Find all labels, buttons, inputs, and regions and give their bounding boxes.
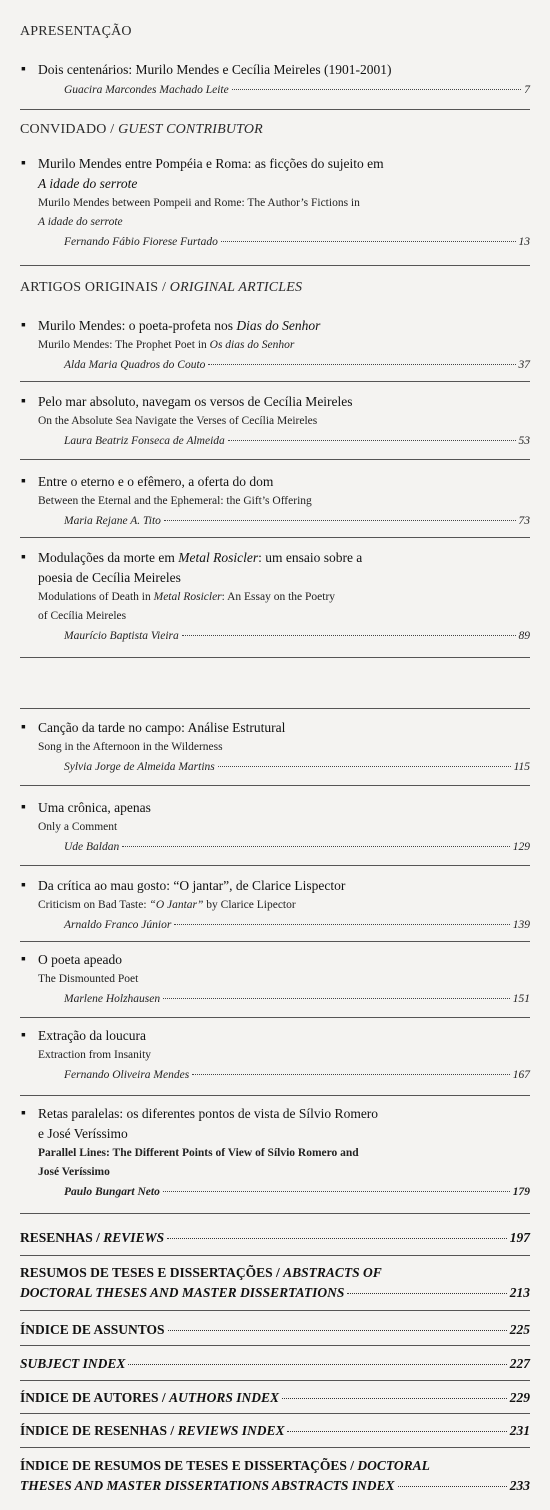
index-autores[interactable]: ÍNDICE DE AUTORES / AUTHORS INDEX 229 <box>20 1388 530 1408</box>
bullet-icon: ▪ <box>21 394 26 409</box>
toc-entry-8[interactable]: ▪ Uma crônica, apenas Only a Comment Ude Baldan 129 <box>20 798 530 857</box>
toc-entry-4[interactable]: ▪ Pelo mar absoluto, navegam os versos de Cecília Meireles On the Absolute Sea Navigate the Verses of Cecília Meireles Laura Beatriz Fonseca de Almeida 53 <box>20 392 530 451</box>
toc-entry-10[interactable]: ▪ O poeta apeado The Dismounted Poet Marlene Holzhausen 151 <box>20 950 530 1009</box>
dot-leader <box>232 89 522 90</box>
entry-author: Maurício Baptista Vieira <box>64 630 179 642</box>
divider <box>20 109 530 110</box>
bullet-icon: ▪ <box>21 156 26 171</box>
entry-page: 115 <box>513 761 530 773</box>
divider <box>20 708 530 709</box>
divider <box>20 941 530 942</box>
dot-leader <box>164 520 516 521</box>
divider <box>20 1413 530 1414</box>
index-page: 233 <box>509 1478 530 1493</box>
divider <box>20 1095 530 1096</box>
divider <box>20 785 530 786</box>
toc-entry-9[interactable]: ▪ Da crítica ao mau gosto: “O jantar”, de Clarice Lispector Criticism on Bad Taste: “O Jantar” by Clarice Lipector Arnaldo Franco Júnior 139 <box>20 876 530 935</box>
dot-leader <box>282 1398 507 1399</box>
index-page: 197 <box>509 1230 530 1245</box>
bullet-icon: ▪ <box>21 878 26 893</box>
index-resumos-idx[interactable]: ÍNDICE DE RESUMOS DE TESES E DISSERTAÇÕES / DOCTORAL THESES AND MASTER DISSERTATIONS ABSTRACTS INDEX 233 <box>20 1456 530 1496</box>
section-apresentacao: APRESENTAÇÃO <box>20 24 132 39</box>
entry-author: Ude Baldan <box>64 841 120 853</box>
entry-page: 167 <box>512 1069 530 1081</box>
bullet-icon: ▪ <box>21 62 26 77</box>
divider <box>20 537 530 538</box>
toc-entry-5[interactable]: ▪ Entre o eterno e o efêmero, a oferta do dom Between the Eternal and the Ephemeral: the Gift’s Offering Maria Rejane A. Tito 73 <box>20 472 530 531</box>
entry-title-italic: A idade do serrote <box>38 176 138 191</box>
toc-entry-2[interactable]: ▪ Murilo Mendes entre Pompéia e Roma: as ficções do sujeito em A idade do serrote Murilo Mendes between Pompeii and Rome: The Author’s Fictions in A idade do serrote Fernando Fábio Fiorese Furtado 13 <box>20 154 530 252</box>
divider <box>20 265 530 266</box>
index-resenhas-idx[interactable]: ÍNDICE DE RESENHAS / REVIEWS INDEX 231 <box>20 1421 530 1441</box>
dot-leader <box>221 241 516 242</box>
dot-leader <box>287 1431 506 1432</box>
dot-leader <box>174 924 509 925</box>
entry-page: 139 <box>512 919 530 931</box>
bullet-icon: ▪ <box>21 1028 26 1043</box>
index-page: 231 <box>509 1423 530 1438</box>
toc-entry-11[interactable]: ▪ Extração da loucura Extraction from Insanity Fernando Oliveira Mendes 167 <box>20 1026 530 1085</box>
toc-entry-12[interactable]: ▪ Retas paralelas: os diferentes pontos de vista de Sílvio Romero e José Veríssimo Parallel Lines: The Different Points of View of Sílvio Romero and José Veríssimo Paulo Bungart Neto 179 <box>20 1104 530 1202</box>
toc-entry-3[interactable]: ▪ Murilo Mendes: o poeta-profeta nos Dias do Senhor Murilo Mendes: The Prophet Poet in Os dias do Senhor Alda Maria Quadros do Couto 37 <box>20 316 530 375</box>
entry-title: Murilo Mendes entre Pompéia e Roma: as ficções do sujeito em <box>38 156 384 171</box>
dot-leader <box>208 364 515 365</box>
entry-page: 53 <box>518 435 530 447</box>
divider <box>20 1255 530 1256</box>
divider <box>20 1447 530 1448</box>
divider <box>20 657 530 658</box>
bullet-icon: ▪ <box>21 550 26 565</box>
index-page: 213 <box>509 1285 530 1300</box>
entry-author: Fernando Oliveira Mendes <box>64 1069 190 1081</box>
divider <box>20 1017 530 1018</box>
divider <box>20 865 530 866</box>
dot-leader <box>218 766 511 767</box>
toc-entry-6[interactable]: ▪ Modulações da morte em Metal Rosicler: um ensaio sobre a poesia de Cecília Meireles Modulations of Death in Metal Rosicler: An Essay on the Poetry of Cecília Meireles Maurício Baptista Vieira 89 <box>20 548 530 646</box>
dot-leader <box>168 1330 507 1331</box>
entry-author: Alda Maria Quadros do Couto <box>64 359 206 371</box>
entry-page: 13 <box>518 236 530 248</box>
entry-title: Dois centenários: Murilo Mendes e Cecília Meireles (1901-2001) <box>38 62 392 77</box>
divider <box>20 1310 530 1311</box>
entry-author: Sylvia Jorge de Almeida Martins <box>64 761 215 773</box>
dot-leader <box>167 1238 507 1239</box>
entry-author: Marlene Holzhausen <box>64 993 161 1005</box>
entry-author: Guacira Marcondes Machado Leite <box>64 84 229 96</box>
section-artigos: ARTIGOS ORIGINAIS / ORIGINAL ARTICLES <box>20 280 303 295</box>
entry-page: 73 <box>518 515 530 527</box>
entry-page: 37 <box>518 359 530 371</box>
entry-author: Arnaldo Franco Júnior <box>64 919 172 931</box>
entry-author: Fernando Fábio Fiorese Furtado <box>64 236 218 248</box>
divider <box>20 1213 530 1214</box>
index-resumos[interactable]: RESUMOS DE TESES E DISSERTAÇÕES / ABSTRACTS OF DOCTORAL THESES AND MASTER DISSERTATIONS 213 <box>20 1263 530 1303</box>
dot-leader <box>192 1074 510 1075</box>
index-subject[interactable]: SUBJECT INDEX 227 <box>20 1354 530 1374</box>
entry-author: Maria Rejane A. Tito <box>64 515 161 527</box>
entry-page: 129 <box>512 841 530 853</box>
entry-author: Laura Beatriz Fonseca de Almeida <box>64 435 225 447</box>
divider <box>20 459 530 460</box>
bullet-icon: ▪ <box>21 720 26 735</box>
bullet-icon: ▪ <box>21 800 26 815</box>
dot-leader <box>182 635 516 636</box>
dot-leader <box>398 1486 507 1487</box>
entry-page: 89 <box>518 630 530 642</box>
divider <box>20 1380 530 1381</box>
dot-leader <box>122 846 509 847</box>
index-page: 227 <box>509 1356 530 1371</box>
dot-leader <box>347 1293 506 1294</box>
dot-leader <box>163 1191 510 1192</box>
dot-leader <box>128 1364 506 1365</box>
entry-subtitle: Murilo Mendes between Pompeii and Rome: The Author’s Fictions in <box>38 197 360 209</box>
bullet-icon: ▪ <box>21 474 26 489</box>
index-page: 229 <box>509 1390 530 1405</box>
index-page: 225 <box>509 1322 530 1337</box>
toc-entry-7[interactable]: ▪ Canção da tarde no campo: Análise Estrutural Song in the Afternoon in the Wilderness Sylvia Jorge de Almeida Martins 115 <box>20 718 530 777</box>
section-convidado: CONVIDADO / GUEST CONTRIBUTOR <box>20 122 263 137</box>
entry-author: Paulo Bungart Neto <box>64 1186 160 1198</box>
divider <box>20 381 530 382</box>
bullet-icon: ▪ <box>21 1106 26 1121</box>
dot-leader <box>228 440 516 441</box>
dot-leader <box>163 998 510 999</box>
toc-entry-1[interactable] <box>20 60 530 100</box>
index-resenhas[interactable]: RESENHAS / REVIEWS 197 <box>20 1228 530 1248</box>
entry-page: 151 <box>512 993 530 1005</box>
bullet-icon: ▪ <box>21 318 26 333</box>
entry-page: 179 <box>512 1186 530 1198</box>
entry-page: 7 <box>524 84 530 96</box>
index-assuntos[interactable]: ÍNDICE DE ASSUNTOS 225 <box>20 1320 530 1340</box>
divider <box>20 1345 530 1346</box>
bullet-icon: ▪ <box>21 952 26 967</box>
